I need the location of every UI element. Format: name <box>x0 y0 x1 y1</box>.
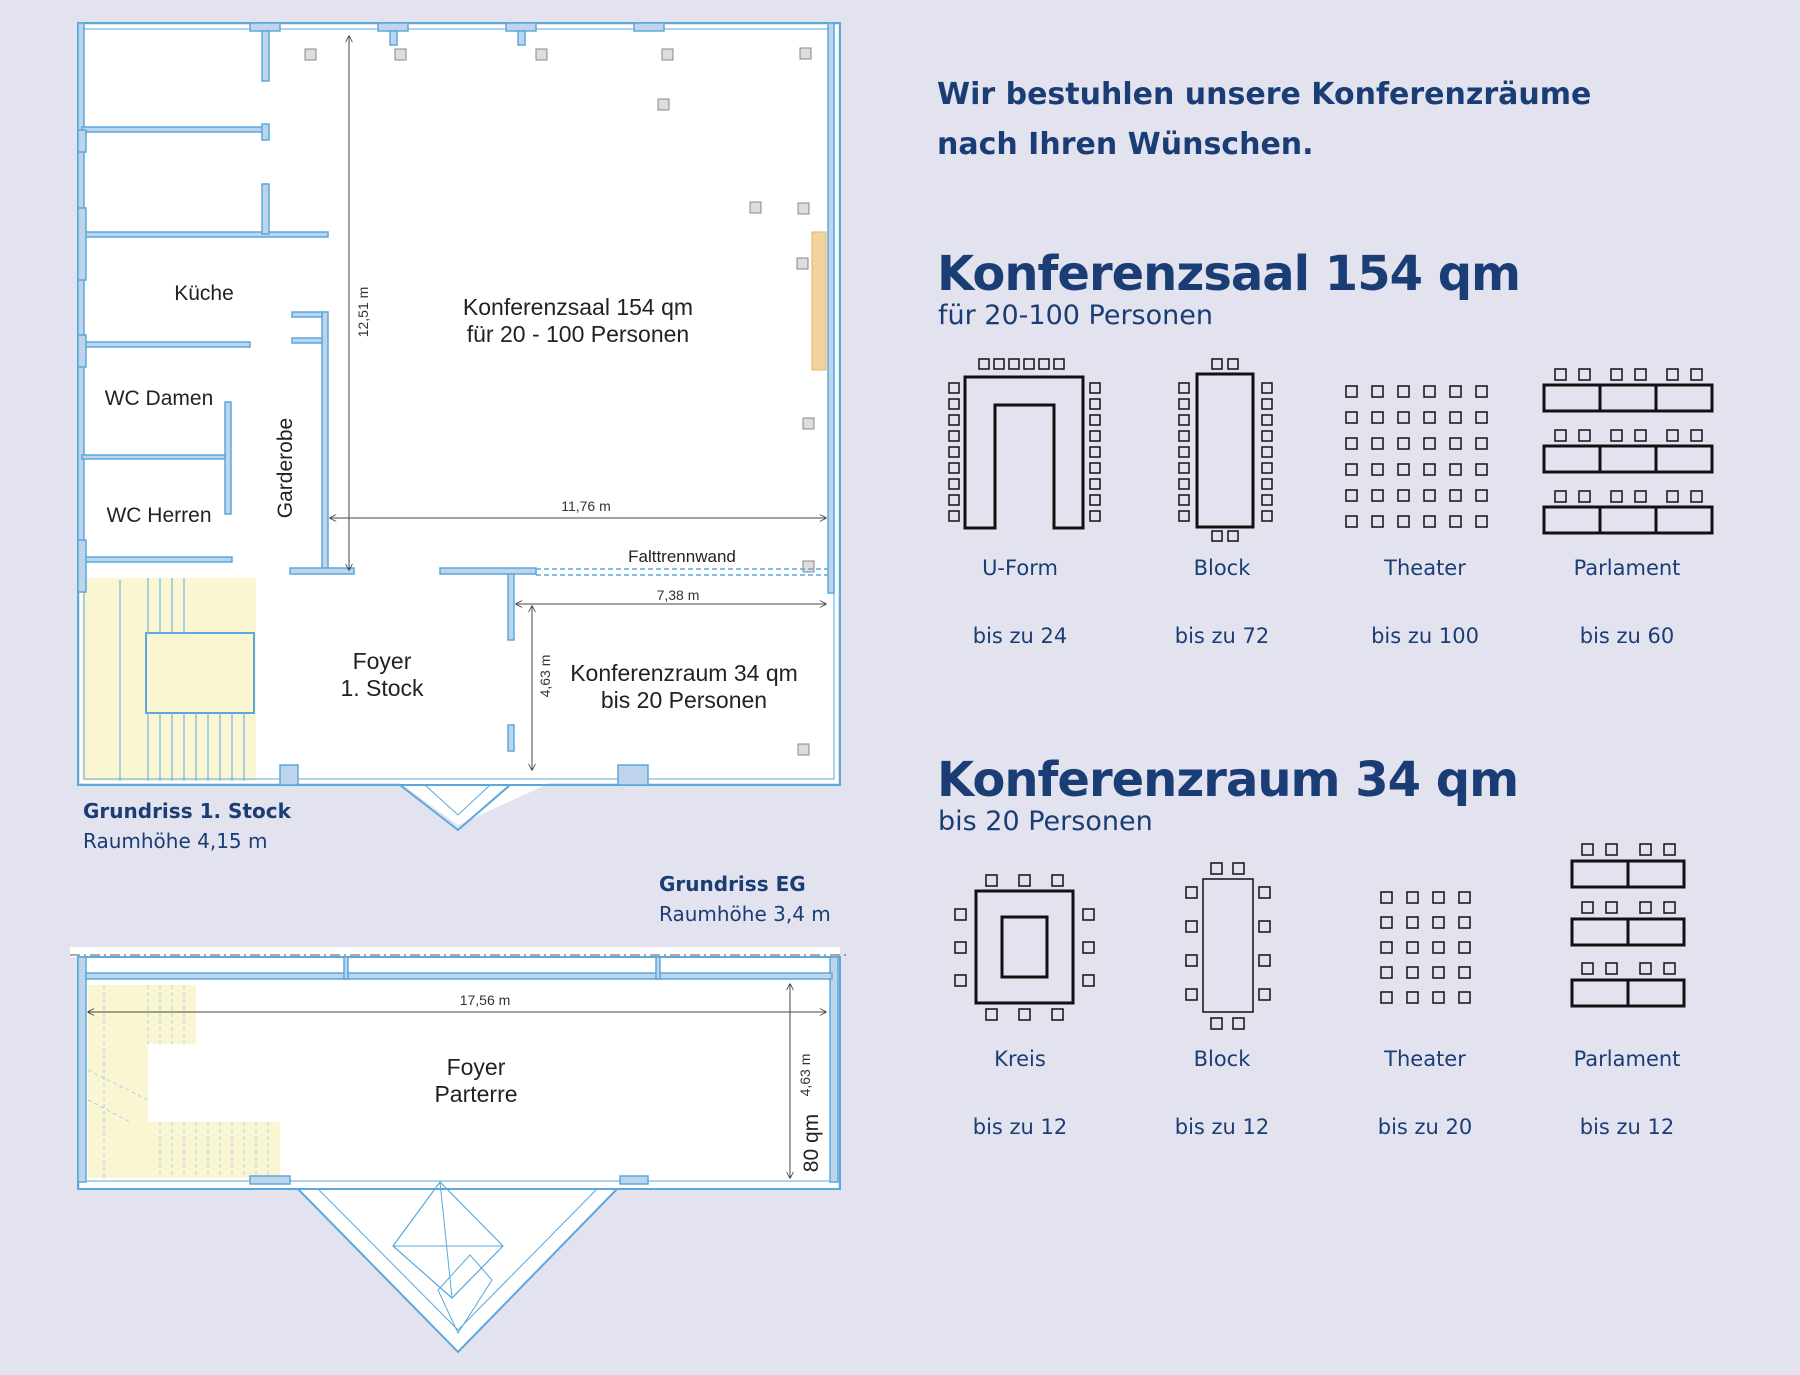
room-wc-damen: WC Damen <box>104 387 214 410</box>
raum-layout-capacity-1: bis zu 12 <box>972 1115 1068 1139</box>
block-icon-saal <box>1179 359 1272 541</box>
stage-area <box>812 232 826 370</box>
raum-layout-name-4: Parlament <box>1573 1047 1681 1071</box>
floorplan-upper <box>78 23 840 830</box>
raum-layout-name-2: Block <box>1193 1047 1251 1071</box>
u-form-icon <box>949 359 1100 528</box>
parlament-icon-raum <box>1572 844 1684 1006</box>
saal-title: Konferenzsaal 154 qm <box>937 246 1521 302</box>
block-icon-raum <box>1186 863 1270 1029</box>
saal-layout-name-1: U-Form <box>982 556 1058 580</box>
room-raum-line1: Konferenzraum 34 qm <box>570 660 798 686</box>
room-garderobe: Garderobe <box>274 417 297 519</box>
lower-foyer-line1: Foyer <box>446 1054 506 1080</box>
floorplan-lower <box>70 947 848 1352</box>
dim-raum-width: 7,38 m <box>656 587 700 603</box>
intro-line2: nach Ihren Wünschen. <box>937 127 1314 162</box>
kreis-icon <box>955 875 1094 1020</box>
dim-lower-width: 17,56 m <box>459 992 511 1008</box>
lower-entrance <box>298 1189 617 1352</box>
dim-saal-height: 12,51 m <box>355 286 371 338</box>
room-wc-herren: WC Herren <box>106 504 212 527</box>
raum-layout-capacity-2: bis zu 12 <box>1174 1115 1270 1139</box>
parlament-icon-saal <box>1544 369 1712 533</box>
lower-caption-height: Raumhöhe 3,4 m <box>659 902 831 926</box>
saal-layout-capacity-1: bis zu 24 <box>972 624 1068 648</box>
upper-caption-title: Grundriss 1. Stock <box>83 799 291 823</box>
theater-icon-saal <box>1346 386 1487 527</box>
room-saal-line2: für 20 - 100 Personen <box>466 321 690 347</box>
lower-area: 80 qm <box>800 1113 823 1173</box>
lower-foyer-line2: Parterre <box>434 1081 518 1107</box>
saal-layout-name-3: Theater <box>1384 556 1466 580</box>
room-raum-line2: bis 20 Personen <box>600 687 768 713</box>
raum-layout-capacity-4: bis zu 12 <box>1579 1115 1675 1139</box>
upper-caption-height: Raumhöhe 4,15 m <box>83 829 268 853</box>
saal-subtitle: für 20-100 Personen <box>938 300 1213 331</box>
upper-bay <box>400 783 550 825</box>
raum-title: Konferenzraum 34 qm <box>937 752 1519 808</box>
raum-layout-capacity-3: bis zu 20 <box>1377 1115 1473 1139</box>
stair-landing <box>146 633 254 713</box>
intro-line1: Wir bestuhlen unsere Konferenzräume <box>937 77 1592 112</box>
block-chairs-saal <box>1179 359 1272 541</box>
dim-lower-depth: 4,63 m <box>797 1053 813 1097</box>
room-foyer-line2: 1. Stock <box>340 675 424 701</box>
dim-raum-depth: 4,63 m <box>537 654 553 698</box>
room-foyer-line1: Foyer <box>352 648 412 674</box>
u-form-chairs <box>949 359 1100 521</box>
saal-layout-name-4: Parlament <box>1573 556 1681 580</box>
raum-subtitle: bis 20 Personen <box>938 806 1153 837</box>
lower-caption-title: Grundriss EG <box>659 872 806 896</box>
saal-layout-capacity-3: bis zu 100 <box>1371 624 1479 648</box>
seating-icons-saal <box>949 359 1712 541</box>
falttrennwand-label: Falttrennwand <box>628 547 736 566</box>
raum-layout-name-3: Theater <box>1384 1047 1466 1071</box>
room-kueche: Küche <box>174 282 234 305</box>
saal-layout-name-2: Block <box>1193 556 1251 580</box>
saal-layout-capacity-2: bis zu 72 <box>1174 624 1270 648</box>
seating-icons-raum <box>955 844 1684 1029</box>
room-saal-line1: Konferenzsaal 154 qm <box>462 294 694 320</box>
saal-layout-capacity-4: bis zu 60 <box>1579 624 1675 648</box>
raum-layout-name-1: Kreis <box>994 1047 1046 1071</box>
theater-icon-raum <box>1381 892 1470 1003</box>
dim-saal-width: 11,76 m <box>561 498 611 514</box>
